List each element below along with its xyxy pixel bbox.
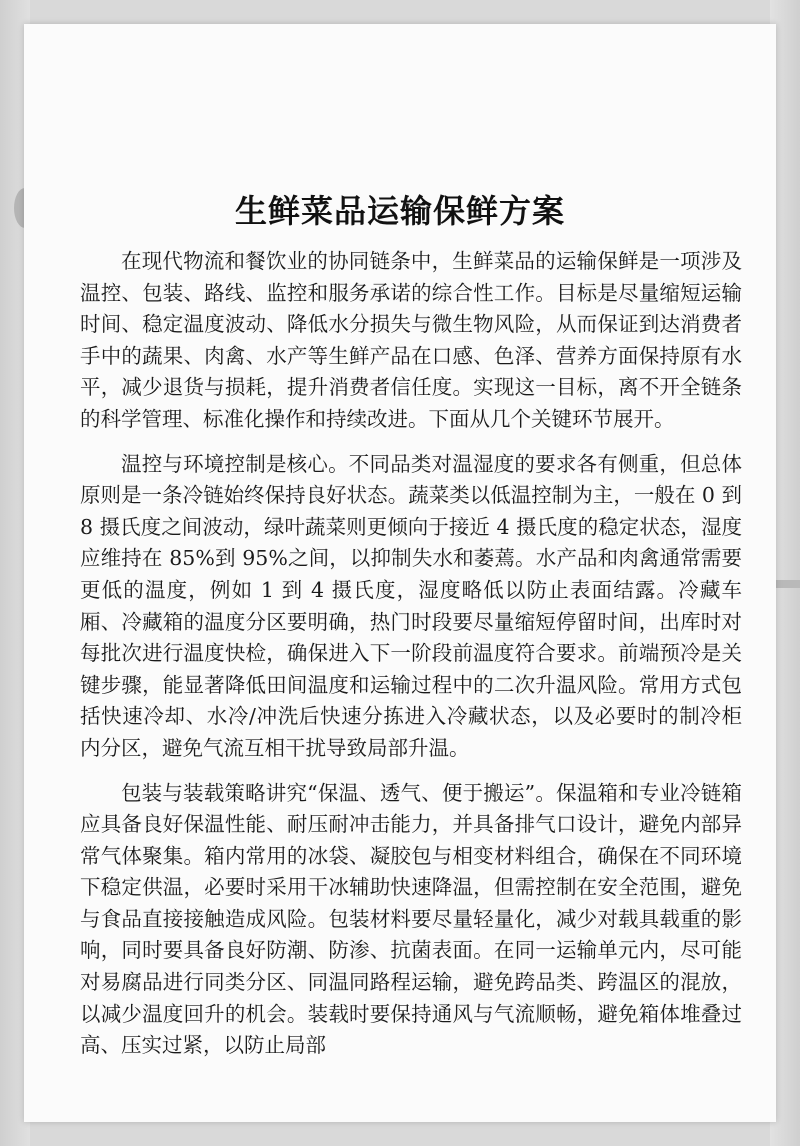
document-page: [24, 24, 776, 1122]
document-body: [80, 246, 742, 1075]
paragraph-intro: 在现代物流和餐饮业的协同链条中，生鲜菜品的运输保鲜是一项涉及温控、包装、路线、监控和服务承诺的综合性工作。目标是尽量缩短运输时间、稳定温度波动、降低水分损失与微生物风险，从而保证到达消费者手中的蔬果、肉禽、水产等生鲜产品在口感、色泽、营养方面保持原有水平，减少退货与损耗，提升消费者信任度。实现这一目标，离不开全链条的科学管理、标准化操作和持续改进。下面从几个关键环节展开。: [80, 249, 742, 431]
document-title: 生鲜菜品运输保鲜方案: [234, 192, 565, 230]
paragraph-temperature-control: 温控与环境控制是核心。不同品类对温湿度的要求各有侧重，但总体原则是一条冷链始终保持良好状态。蔬菜类以低温控制为主，一般在 0 到 8 摄氏度之间波动，绿叶蔬菜则更倾向于接近 4 摄氏度的稳定状态，湿度应维持在 85%到 95%之间，以抑制失水和萎蔫。水产品和肉禽通常需要更低的温度，例如 1 到 4 摄氏度，湿度略低以防止表面结露。冷藏车厢、冷藏箱的温度分区要明确，热门时段要尽量缩短停留时间，出库时对每批次进行温度快检，确保进入下一阶段前温度符合要求。前端预冷是关键步骤，能显著降低田间温度和运输过程中的二次升温风险。常用方式包括快速冷却、水冷/冲洗后快速分拣进入冷藏状态，以及必要时的制冷柜内分区，避免气流互相干扰导致局部升温。: [80, 451, 742, 760]
paragraph-packaging-loading: 包装与装载策略讲究“保温、透气、便于搬运”。保温箱和专业冷链箱应具备良好保温性能、耐压耐冲击能力，并具备排气口设计，避免内部异常气体聚集。箱内常用的冰袋、凝胶包与相变材料组合，确保在不同环境下稳定供温，必要时采用干冰辅助快速降温，但需控制在安全范围，避免与食品直接接触造成风险。包装材料要尽量轻量化，减少对载具载重的影响，同时要具备良好防潮、防渗、抗菌表面。在同一运输单元内，尽可能对易腐品进行同类分区、同温同路程运输，避免跨品类、跨温区的混放，以减少温度回升的机会。装载时要保持通风与气流顺畅，避免箱体堆叠过高、压实过紧，以防止局部: [80, 780, 742, 1058]
